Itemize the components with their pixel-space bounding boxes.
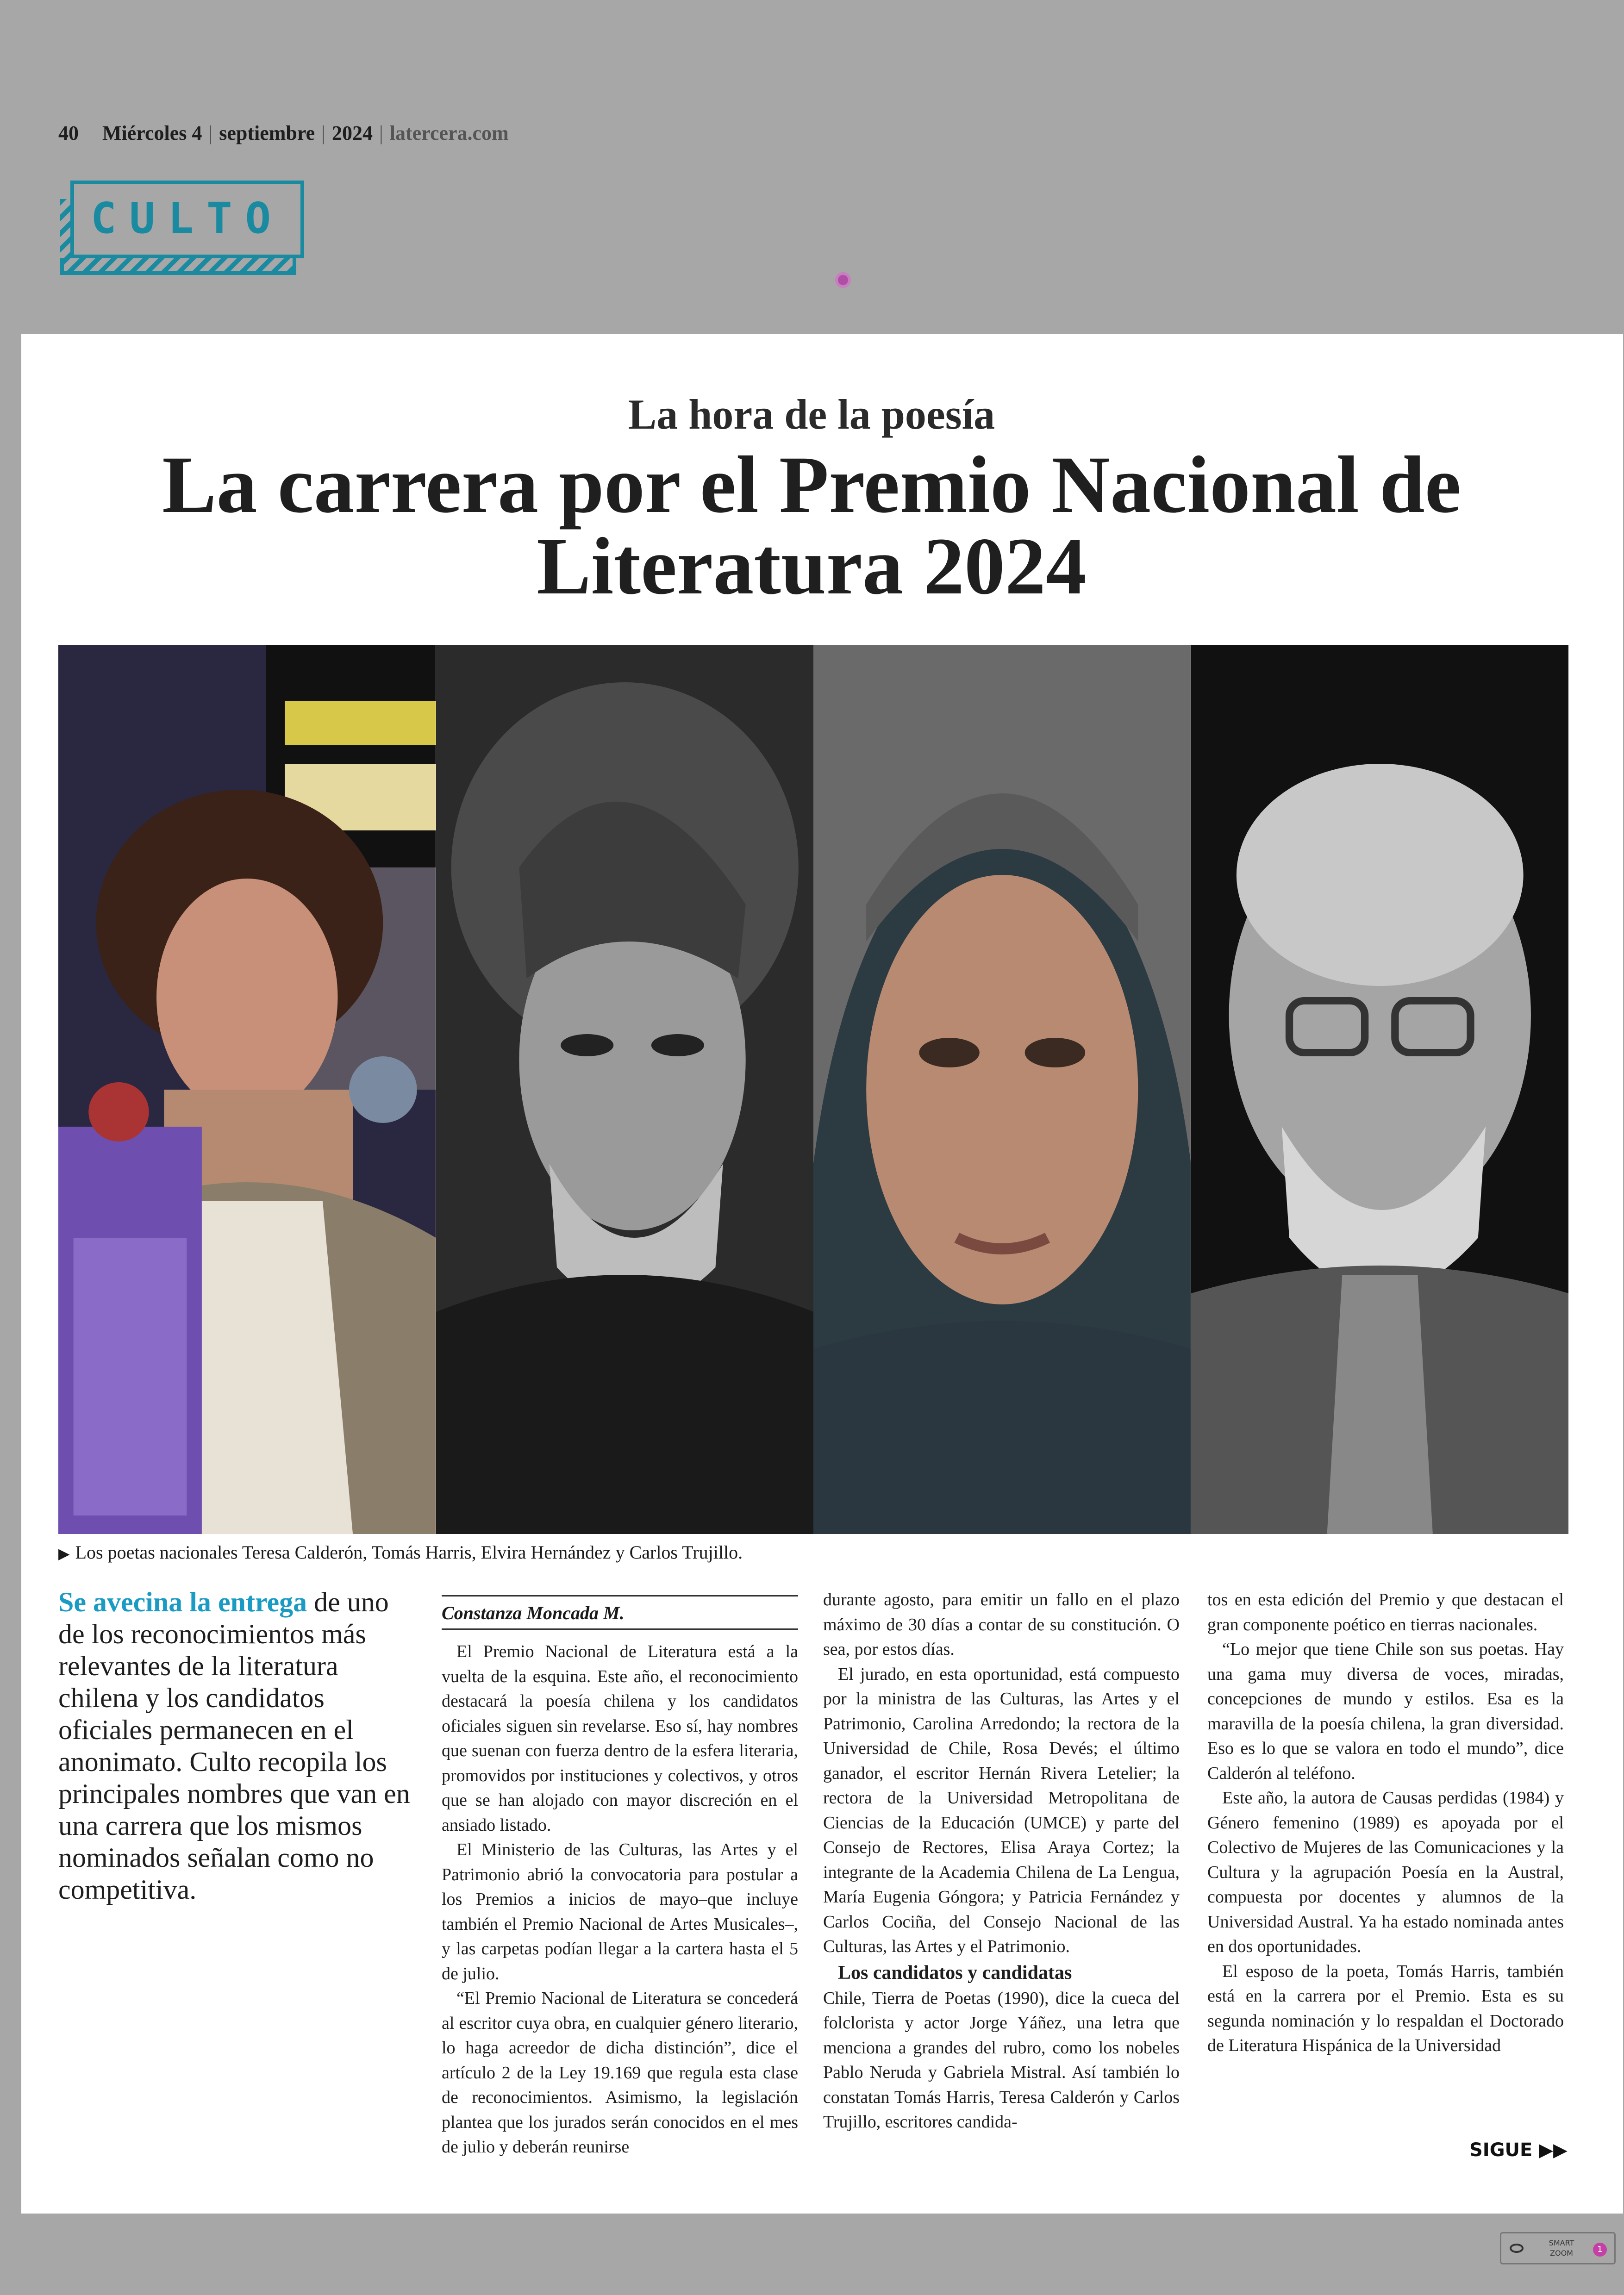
paragraph: El jurado, en esta oportunidad, está compuesto por la ministra de las Culturas, las Artes y el Patrimonio, Carolina Arredondo; la rectora de la Universidad de Chile, Rosa Devés; el último ganador, el escritor Hernán Rivera Letelier; la rectora de la Universidad Metropolitana de Ciencias de la Educación (UMCE) y parte del Consejo de Rectores, Elisa Araya Cortez; la integrante de la Academia Chilena de La Lengua, María Eugenia Góngora; y Patricia Fernández y Carlos Cociña, del Consejo Nacional de las Culturas, las Artes y el Patrimonio. <box>823 1664 1180 1956</box>
byline: Constanza Moncada M. <box>442 1595 798 1630</box>
culto-section-logo <box>60 181 317 280</box>
portrait-photo-2 <box>436 645 814 1534</box>
page-number: 40 <box>58 122 79 144</box>
portrait-photo-3 <box>813 645 1191 1534</box>
page-marker-icon[interactable] <box>835 272 851 288</box>
paragraph: “Lo mejor que tiene Chile son sus poetas. Hay una gama muy diversa de voces, miradas, concepciones de mundo y estilos. Esa es la maravilla de la poesía chilena, la gran diversidad. Eso es lo que se valora en todo el mundo”, dice Calderón al teléfono. <box>1207 1640 1564 1783</box>
article-lead <box>58 1586 410 1906</box>
site-link[interactable]: latercera.com <box>389 122 509 144</box>
body-column-2 <box>823 1588 1180 2135</box>
paragraph: El Premio Nacional de Literatura está a la vuelta de la esquina. Este año, el reconocimiento destacará la poesía chilena y los candidatos oficiales siguen sin revelarse. Eso sí, hay nombres que suenan con fuerza dentro de la esfera literaria, promovidos por instituciones y colectivos, y otros que se han alojado con mayor discreción en el ansiado listado. <box>442 1642 798 1835</box>
photo-caption: ▶ Los poetas nacionales Teresa Calderón, Tomás Harris, Elvira Hernández y Carlos Trujillo. <box>58 1542 743 1563</box>
header-weekday: Miércoles 4 <box>102 122 202 144</box>
paragraph: Este año, la autora de Causas perdidas (1984) y Género femenino (1989) es apoyada por el Colectivo de Mujeres de las Comunicaciones y la Cultura y la agrupación Poesía en la Austral, compuesta por docentes y alumnos de la Universidad Austral. Ya ha estado nominada antes en dos oportunidades. <box>1207 1788 1564 1956</box>
paragraph: “El Premio Nacional de Literatura se concederá al escritor cuya obra, en cualquier género literario, lo haga acreedor de dicha distinción”, dice el artículo 2 de la Ley 19.169 que regula esta clase de reconocimientos. Asimismo, la legislación plantea que los jurados serán conocidos en el mes de julio y deberán reunirse <box>442 1989 798 2157</box>
paragraph: El esposo de la poeta, Tomás Harris, también está en la carrera por el Premio. Esta es su segunda nominación y lo respaldan el Doctorado de Literatura Hispánica de la Universidad <box>1207 1961 1564 2055</box>
paragraph: El Ministerio de las Culturas, las Artes y el Patrimonio abrió la convocatoria para postular a los Premios a inicios de mayo–que incluye también el Premio Nacional de Artes Musicales–, y las carpetas podían llegar a la cartera hasta el 5 de julio. <box>442 1840 798 1983</box>
header-month: septiembre <box>219 122 315 144</box>
section-subhead: Los candidatos y candidatas <box>838 1962 1072 1983</box>
portrait-photo-4 <box>1191 645 1569 1534</box>
smart-zoom-button[interactable] <box>1500 2232 1616 2264</box>
continue-link[interactable]: SIGUE ▶▶ <box>1469 2139 1568 2161</box>
lead-text: de uno de los reconocimientos más relevantes de la literatura chilena y los candidatos oficiales permanecen en el anonimato. Culto recopila los principales nombres que van en una carrera que los mismos nominados señalan como no competitiva. <box>58 1587 410 1905</box>
caption-arrow-icon: ▶ <box>58 1545 70 1562</box>
lead-highlight: Se avecina la entrega <box>58 1587 307 1617</box>
body-column-3 <box>1207 1588 1564 2058</box>
page-header: 40 Miércoles 4 | septiembre | 2024 | latercera.com <box>58 122 509 144</box>
paragraph: durante agosto, para emitir un fallo en el plazo máximo de 30 días a contar de su constitución. O sea, por estos días. <box>823 1590 1180 1659</box>
header-year: 2024 <box>331 122 373 144</box>
paragraph: tos en esta edición del Premio y que destacan el gran componente poético en tierras nacionales. <box>1207 1590 1564 1634</box>
article-headline: La carrera por el Premio Nacional de Literatura 2024 <box>162 440 1461 611</box>
section-logo-word: CULTO <box>91 193 284 243</box>
paragraph: Chile, Tierra de Poetas (1990), dice la cueca del folclorista y actor Jorge Yáñez, una letra que menciona a grandes del rubro, como los nobeles Pablo Neruda y Gabriela Mistral. Así también lo constatan Tomás Harris, Teresa Calderón y Carlos Trujillo, escritores candida- <box>823 1988 1180 2132</box>
newspaper-page <box>21 334 1623 2214</box>
eye-icon <box>1510 2244 1524 2253</box>
body-column-1 <box>442 1640 798 2160</box>
portrait-photo-1 <box>58 645 436 1534</box>
smart-zoom-label: SMART ZOOM <box>1549 2239 1574 2258</box>
article-kicker: La hora de la poesía <box>628 391 995 438</box>
zoom-badge: 1 <box>1593 2243 1607 2257</box>
portrait-strip <box>58 645 1568 1534</box>
